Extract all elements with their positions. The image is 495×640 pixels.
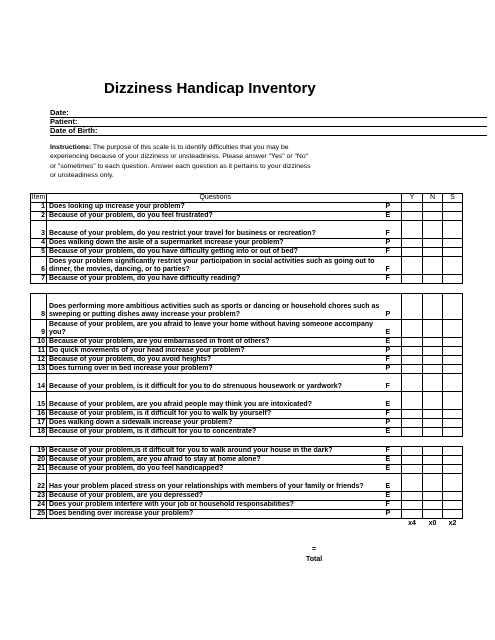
answer-yes-cell[interactable]: [402, 294, 423, 320]
item-number: 16: [31, 410, 47, 419]
question-text: Because of your problem, do you have difficulty getting into or out of bed?: [47, 248, 384, 257]
answer-yes-cell[interactable]: [402, 419, 423, 428]
answer-sometimes-cell[interactable]: [443, 239, 463, 248]
item-number: 23: [31, 492, 47, 501]
question-category: P: [384, 347, 402, 356]
header-s: S: [443, 194, 463, 203]
question-category: F: [384, 248, 402, 257]
question-category: F: [384, 501, 402, 510]
header-n: N: [423, 194, 443, 203]
question-category: E: [384, 456, 402, 465]
answer-no-cell[interactable]: [423, 248, 443, 257]
question-category: P: [384, 365, 402, 374]
question-row: [31, 365, 463, 374]
question-row: [31, 347, 463, 356]
item-number: 15: [31, 392, 47, 410]
answer-sometimes-cell[interactable]: [443, 356, 463, 365]
question-row: [31, 447, 463, 456]
question-text: Do quick movements of your head increase your problem?: [47, 347, 384, 356]
mult-blank: [47, 519, 384, 529]
answer-no-cell[interactable]: [423, 447, 443, 456]
item-number: 11: [31, 347, 47, 356]
question-category: P: [384, 239, 402, 248]
header-row: [31, 194, 463, 203]
answer-yes-cell[interactable]: [402, 320, 423, 338]
question-text: Does your problem significantly restrict your participation in social activities such as going out to dinner, the movies, dancing, or to parties?: [47, 257, 384, 275]
item-number: 21: [31, 465, 47, 474]
answer-no-cell[interactable]: [423, 465, 443, 474]
answer-yes-cell[interactable]: [402, 203, 423, 212]
spacer-cell: [31, 284, 47, 294]
answer-yes-cell[interactable]: [402, 456, 423, 465]
answer-no-cell[interactable]: [423, 221, 443, 239]
answer-yes-cell[interactable]: [402, 428, 423, 437]
question-category: F: [384, 275, 402, 284]
answer-yes-cell[interactable]: [402, 257, 423, 275]
question-text: Because of your problem, are you afraid people may think you are intoxicated?: [47, 392, 384, 410]
question-category: F: [384, 374, 402, 392]
answer-yes-cell[interactable]: [402, 374, 423, 392]
question-text: Because of your problem, is it difficult for you to do strenuous housework or yardwork?: [47, 374, 384, 392]
answer-no-cell[interactable]: [423, 474, 443, 492]
item-number: 9: [31, 320, 47, 338]
answer-yes-cell[interactable]: [402, 447, 423, 456]
question-category: F: [384, 447, 402, 456]
spacer-cell: [443, 284, 463, 294]
mult-blank: [31, 519, 47, 529]
answer-sometimes-cell[interactable]: [443, 294, 463, 320]
question-row: [31, 465, 463, 474]
answer-yes-cell[interactable]: [402, 275, 423, 284]
question-category: P: [384, 510, 402, 519]
answer-no-cell[interactable]: [423, 492, 443, 501]
answer-yes-cell[interactable]: [402, 392, 423, 410]
total-equals: =: [312, 546, 317, 553]
question-category: P: [384, 419, 402, 428]
answer-no-cell[interactable]: [423, 294, 443, 320]
question-row: [31, 257, 463, 275]
question-text: Because of your problem, is it difficult for you to concentrate?: [47, 428, 384, 437]
header-y: Y: [402, 194, 423, 203]
question-row: [31, 428, 463, 437]
question-text: Because of your problem, do you feel handicapped?: [47, 465, 384, 474]
spacer-cell: [443, 437, 463, 447]
answer-no-cell[interactable]: [423, 392, 443, 410]
item-number: 14: [31, 374, 47, 392]
answer-no-cell[interactable]: [423, 356, 443, 365]
spacer-cell: [31, 437, 47, 447]
item-number: 18: [31, 428, 47, 437]
question-row: [31, 221, 463, 239]
item-number: 1: [31, 203, 47, 212]
spacer-row: [31, 437, 463, 447]
multiplier-row: [31, 519, 463, 529]
question-row: [31, 203, 463, 212]
answer-yes-cell[interactable]: [402, 465, 423, 474]
question-text: Because of your problem, are you afraid to leave your home without having someone accompany you?: [47, 320, 384, 338]
question-category: P: [384, 294, 402, 320]
question-text: Does performing more ambitious activities such as sports or dancing or household chores such as sweeping or putting dishes away increase your problem?: [47, 294, 384, 320]
answer-yes-cell[interactable]: [402, 410, 423, 419]
answer-sometimes-cell[interactable]: [443, 257, 463, 275]
answer-sometimes-cell[interactable]: [443, 501, 463, 510]
page-title: Dizziness Handicap Inventory: [104, 80, 316, 97]
question-text: Because of your problem, do you avoid heights?: [47, 356, 384, 365]
question-text: Because of your problem, are you embarrassed in front of others?: [47, 338, 384, 347]
question-row: [31, 410, 463, 419]
item-number: 2: [31, 212, 47, 221]
question-category: P: [384, 203, 402, 212]
question-text: Does walking down a sidewalk increase your problem?: [47, 419, 384, 428]
question-category: F: [384, 257, 402, 275]
answer-no-cell[interactable]: [423, 510, 443, 519]
question-text: Has your problem placed stress on your relationships with members of your family or friends?: [47, 474, 384, 492]
question-row: [31, 392, 463, 410]
answer-sometimes-cell[interactable]: [443, 419, 463, 428]
item-number: 6: [31, 257, 47, 275]
question-category: E: [384, 392, 402, 410]
question-row: [31, 239, 463, 248]
answer-no-cell[interactable]: [423, 347, 443, 356]
mult-blank: [384, 519, 402, 529]
spacer-cell: [402, 284, 423, 294]
spacer-cell: [47, 284, 384, 294]
answer-sometimes-cell[interactable]: [443, 474, 463, 492]
question-category: E: [384, 212, 402, 221]
spacer-cell: [384, 284, 402, 294]
question-row: [31, 510, 463, 519]
answer-no-cell[interactable]: [423, 338, 443, 347]
answer-no-cell[interactable]: [423, 203, 443, 212]
question-text: Because of your problem, do you have difficulty reading?: [47, 275, 384, 284]
spacer-cell: [423, 284, 443, 294]
answer-sometimes-cell[interactable]: [443, 221, 463, 239]
question-row: [31, 356, 463, 365]
answer-no-cell[interactable]: [423, 239, 443, 248]
instructions-label: Instructions:: [50, 144, 92, 151]
spacer-row: [31, 284, 463, 294]
question-text: Because of your problem, are you afraid to stay at home alone?: [47, 456, 384, 465]
answer-no-cell[interactable]: [423, 365, 443, 374]
spacer-cell: [423, 437, 443, 447]
item-number: 22: [31, 474, 47, 492]
answer-yes-cell[interactable]: [402, 501, 423, 510]
instructions: [50, 143, 420, 180]
item-number: 20: [31, 456, 47, 465]
date-field[interactable]: Date:: [50, 108, 487, 118]
answer-sometimes-cell[interactable]: [443, 456, 463, 465]
answer-sometimes-cell[interactable]: [443, 465, 463, 474]
header-questions: Questions: [47, 194, 384, 203]
question-category: F: [384, 356, 402, 365]
answer-sometimes-cell[interactable]: [443, 338, 463, 347]
answer-yes-cell[interactable]: [402, 510, 423, 519]
answer-sometimes-cell[interactable]: [443, 212, 463, 221]
answer-no-cell[interactable]: [423, 257, 443, 275]
item-number: 3: [31, 221, 47, 239]
answer-no-cell[interactable]: [423, 320, 443, 338]
answer-no-cell[interactable]: [423, 212, 443, 221]
answer-sometimes-cell[interactable]: [443, 510, 463, 519]
question-text: Does turning over in bed increase your problem?: [47, 365, 384, 374]
answer-yes-cell[interactable]: [402, 221, 423, 239]
answer-sometimes-cell[interactable]: [443, 347, 463, 356]
item-number: 7: [31, 275, 47, 284]
question-category: F: [384, 221, 402, 239]
question-row: [31, 474, 463, 492]
question-text: Does looking up increase your problem?: [47, 203, 384, 212]
instructions-line-4: or unsteadiness only.: [50, 171, 114, 179]
answer-sometimes-cell[interactable]: [443, 275, 463, 284]
answer-no-cell[interactable]: [423, 456, 443, 465]
answer-yes-cell[interactable]: [402, 474, 423, 492]
item-number: 4: [31, 239, 47, 248]
answer-sometimes-cell[interactable]: [443, 365, 463, 374]
answer-no-cell[interactable]: [423, 428, 443, 437]
item-number: 25: [31, 510, 47, 519]
question-row: [31, 419, 463, 428]
answer-sometimes-cell[interactable]: [443, 428, 463, 437]
instructions-line-1: The purpose of this scale is to identify difficulties that you may be: [91, 144, 289, 151]
questions-table: [30, 193, 463, 528]
answer-sometimes-cell[interactable]: [443, 374, 463, 392]
question-row: [31, 320, 463, 338]
total-label: Total: [306, 556, 323, 563]
question-text: Because of your problem, is it difficult for you to walk by yourself?: [47, 410, 384, 419]
question-row: [31, 212, 463, 221]
patient-field[interactable]: Patient:: [50, 117, 487, 127]
item-number: 10: [31, 338, 47, 347]
answer-no-cell[interactable]: [423, 275, 443, 284]
question-category: F: [384, 410, 402, 419]
item-number: 12: [31, 356, 47, 365]
item-number: 24: [31, 501, 47, 510]
question-row: [31, 275, 463, 284]
answer-sometimes-cell[interactable]: [443, 320, 463, 338]
spacer-cell: [47, 437, 384, 447]
spacer-cell: [402, 437, 423, 447]
item-number: 19: [31, 447, 47, 456]
question-category: E: [384, 428, 402, 437]
question-category: E: [384, 338, 402, 347]
answer-yes-cell[interactable]: [402, 338, 423, 347]
item-number: 13: [31, 365, 47, 374]
answer-sometimes-cell[interactable]: [443, 248, 463, 257]
answer-yes-cell[interactable]: [402, 365, 423, 374]
item-number: 5: [31, 248, 47, 257]
question-category: E: [384, 320, 402, 338]
question-row: [31, 338, 463, 347]
header-category: [384, 194, 402, 203]
question-category: E: [384, 474, 402, 492]
answer-yes-cell[interactable]: [402, 248, 423, 257]
multiplier-y: x4: [408, 520, 416, 527]
answer-yes-cell[interactable]: [402, 212, 423, 221]
answer-sometimes-cell[interactable]: [443, 392, 463, 410]
answer-sometimes-cell[interactable]: [443, 492, 463, 501]
item-number: 17: [31, 419, 47, 428]
multiplier-s: x2: [448, 520, 457, 527]
question-text: Does bending over increase your problem?: [47, 510, 384, 519]
answer-no-cell[interactable]: [423, 419, 443, 428]
instructions-line-3: or "sometimes" to each question. Answer each question as it pertains to your dizziness: [50, 162, 311, 170]
question-row: [31, 456, 463, 465]
question-row: [31, 374, 463, 392]
answer-no-cell[interactable]: [423, 501, 443, 510]
question-text: Because of your problem, do you feel frustrated?: [47, 212, 384, 221]
answer-yes-cell[interactable]: [402, 356, 423, 365]
answer-no-cell[interactable]: [423, 374, 443, 392]
answer-yes-cell[interactable]: [402, 492, 423, 501]
answer-sometimes-cell[interactable]: [443, 203, 463, 212]
question-row: [31, 294, 463, 320]
answer-sometimes-cell[interactable]: [443, 410, 463, 419]
question-row: [31, 501, 463, 510]
multiplier-n: x0: [428, 520, 437, 527]
answer-no-cell[interactable]: [423, 410, 443, 419]
question-text: Because of your problem,is it difficult for you to walk around your house in the dark?: [47, 447, 384, 456]
instructions-line-2: experiencing because of your dizziness or unsteadiness. Please answer "Yes" or "No": [50, 153, 309, 161]
question-text: Because of your problem, do you restrict your travel for business or recreation?: [47, 221, 384, 239]
question-text: Does your problem interfere with your job or household responsabilities?: [47, 501, 384, 510]
answer-yes-cell[interactable]: [402, 239, 423, 248]
question-text: Because of your problem, are you depressed?: [47, 492, 384, 501]
answer-sometimes-cell[interactable]: [443, 447, 463, 456]
item-number: 8: [31, 294, 47, 320]
question-category: E: [384, 465, 402, 474]
question-row: [31, 248, 463, 257]
spacer-cell: [384, 437, 402, 447]
question-row: [31, 492, 463, 501]
dob-field[interactable]: Date of Birth:: [50, 126, 487, 136]
question-text: Does walking down the aisle of a supermarket increase your problem?: [47, 239, 384, 248]
answer-yes-cell[interactable]: [402, 347, 423, 356]
question-category: E: [384, 492, 402, 501]
header-item: Item: [31, 194, 46, 201]
